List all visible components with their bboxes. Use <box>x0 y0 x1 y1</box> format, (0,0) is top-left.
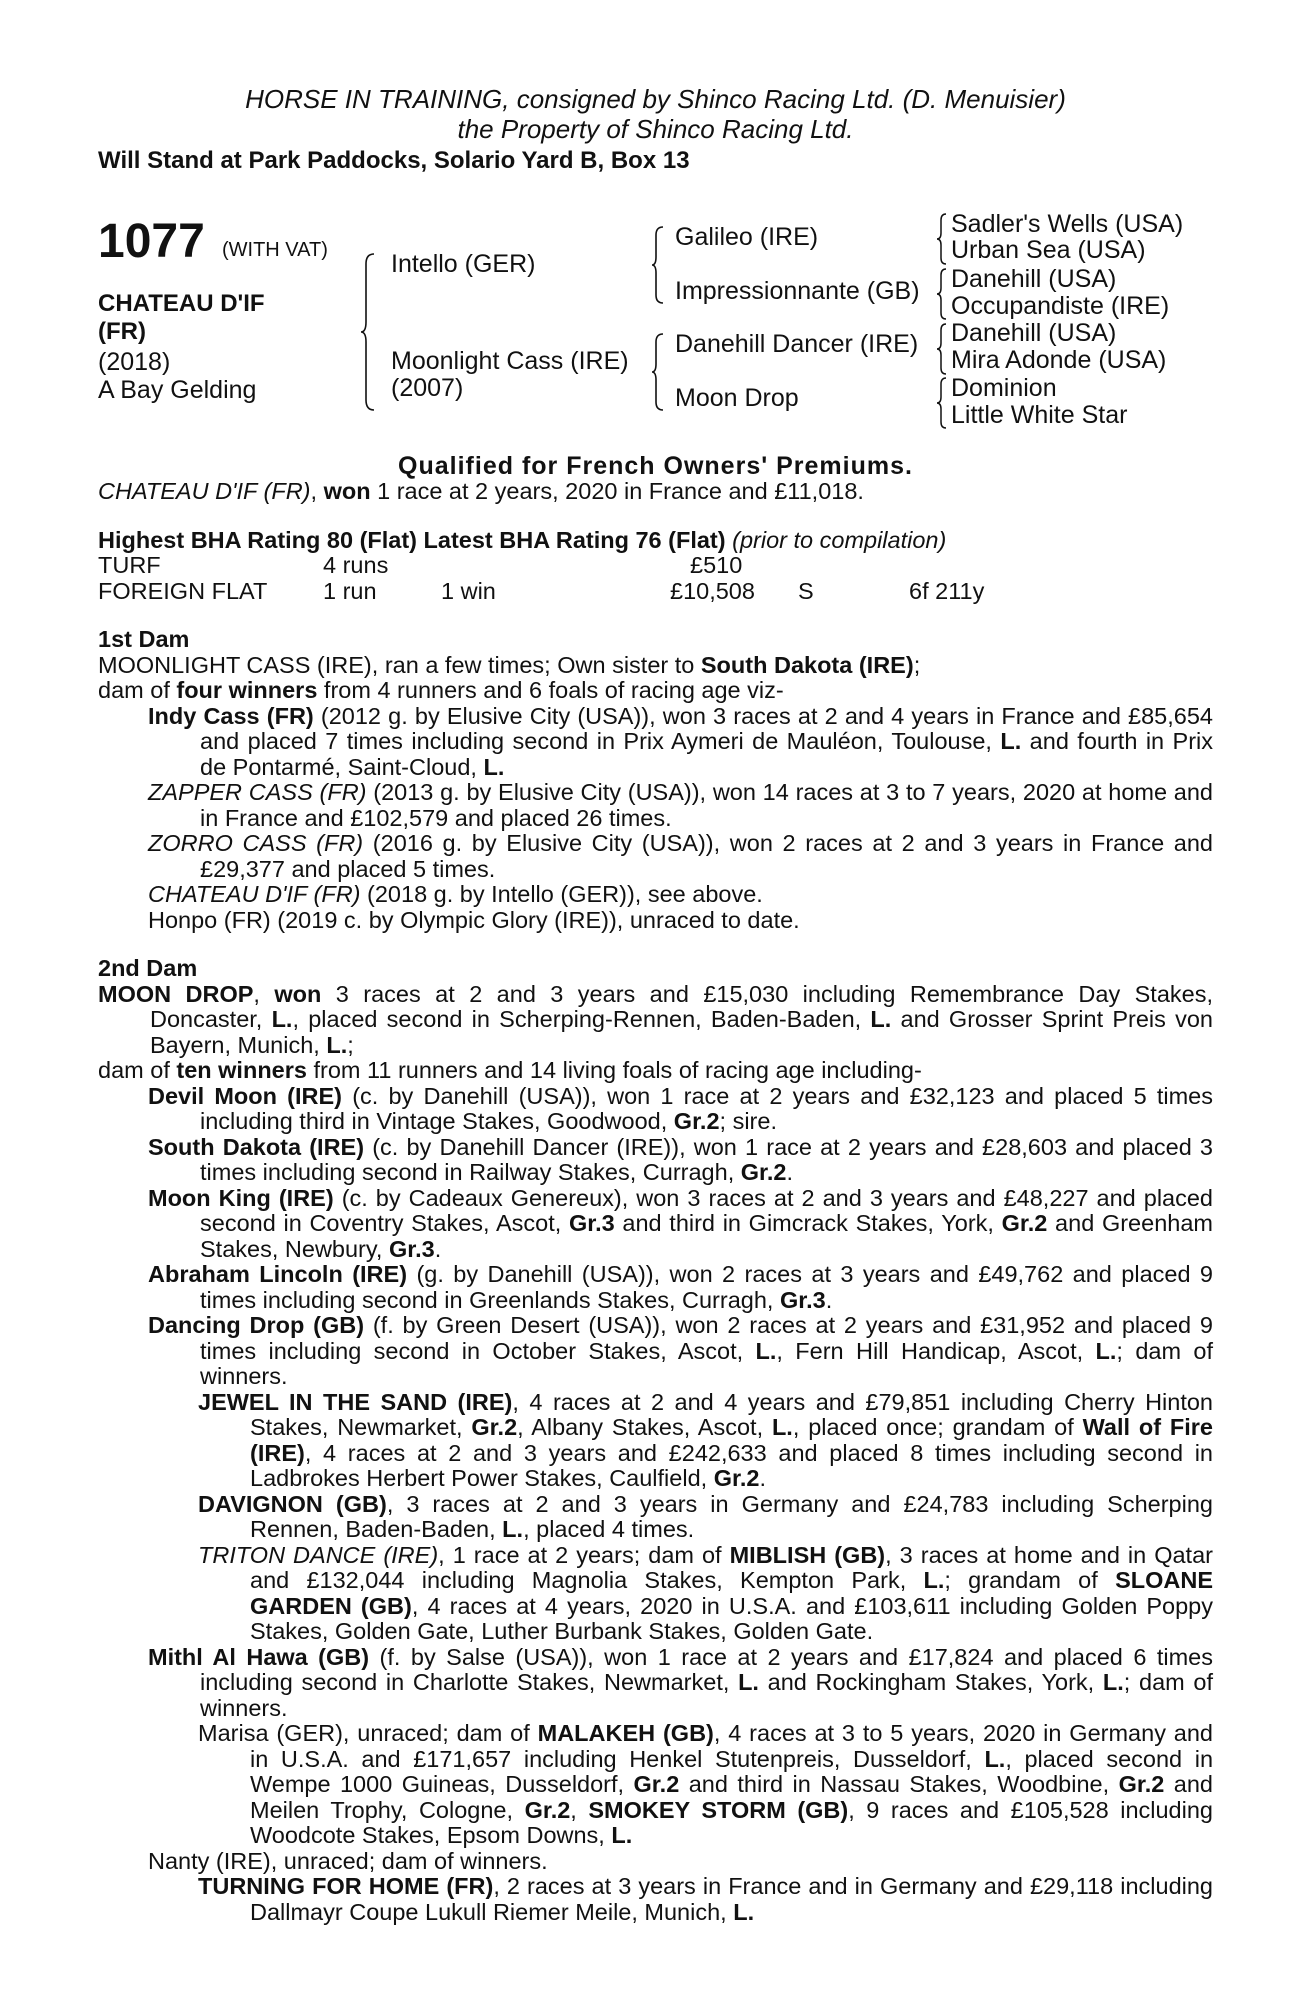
produce-entry: Honpo (FR) (2019 c. by Olympic Glory (IRE)), unraced to date. <box>148 906 800 933</box>
sire-sire: Galileo (IRE) <box>675 223 819 251</box>
grandsire-6: Mira Adonde (USA) <box>951 346 1167 374</box>
produce-entry: TRITON DANCE (IRE), 1 race at 2 years; dam of MIBLISH (GB), 3 races at home and in Qatar and £132,044 including Magnolia Stakes, Kempton Park, L.; grandam of SLOANE GARDEN (GB), 4 races at 4 years, 2020 in U.S.A. and £103,611 including Golden Poppy Stakes, Golden Gate, Luther Burbank Stakes, Golden Gate. <box>198 1541 1213 1644</box>
pedigree-block <box>98 212 1213 447</box>
pedigree-brace-4 <box>936 212 948 266</box>
consignor-line: HORSE IN TRAINING, consigned by Shinco Racing Ltd. (D. Menuisier) <box>245 84 1066 114</box>
grandsire-2: Urban Sea (USA) <box>951 236 1146 264</box>
sire: Intello (GER) <box>391 250 536 278</box>
bha-ratings: Highest BHA Rating 80 (Flat) Latest BHA Rating 76 (Flat) <box>98 526 726 553</box>
produce-entry: Indy Cass (FR) (2012 g. by Elusive City (USA)), won 3 races at 2 and 4 years in France and £85,654 and placed 7 times including second in Prix Aymeri de Mauléon, Toulouse, L. and fourth in Prix de Pontarmé, Saint-Cloud, L. <box>148 702 1213 780</box>
ratings-note: (prior to compilation) <box>732 526 947 553</box>
grandsire-1: Sadler's Wells (USA) <box>951 210 1184 238</box>
stand-location: Will Stand at Park Paddocks, Solario Yard B, Box 13 <box>98 147 690 174</box>
produce-entry: DAVIGNON (GB), 3 races at 2 and 3 years in Germany and £24,783 including Scherping Rennen, Baden-Baden, L., placed 4 times. <box>198 1490 1213 1542</box>
ratings-section <box>98 528 1213 605</box>
premiums-note: Qualified for French Owners' Premiums. <box>398 452 913 480</box>
horse-name <box>98 290 338 346</box>
produce-entry: South Dakota (IRE) (c. by Danehill Dancer (IRE)), won 1 race at 2 years and £28,603 and placed 3 times including second in Railway Stakes, Curragh, Gr.2. <box>148 1133 1213 1185</box>
record-row: TURF 4 runs £510 <box>98 552 743 578</box>
produce-entry: CHATEAU D'IF (FR) (2018 g. by Intello (GER)), see above. <box>148 881 763 907</box>
grandsire-5: Danehill (USA) <box>951 319 1117 347</box>
record-row: FOREIGN FLAT 1 run 1 win £10,508 S 6f 211y <box>98 577 985 604</box>
second-dam-section: 2nd Dam MOON DROP, won 3 races at 2 and 3 years and £15,030 including Remembrance Day Stakes, Doncaster, L., placed second in Scherping-Rennen, Baden-Baden, L. and Grosser Sprint Preis von Bayern, Munich, L.; dam of ten winners from 11 runners and 14 living foals of racing age including- Devil Moon (IRE) (c. by Danehill (USA)), won 1 race at 2 years and £32,123 and placed 5 times including third in Vintage Stakes, Goodwood, Gr.2; sire. South Dakota (IRE) (c. by Danehill Dancer (IRE)), won 1 race at 2 years and £28,603 and placed 3 times including second in Railway Stakes, Curragh, Gr.2. Moon King (IRE) (c. by Cadeaux Genereux), won 3 races at 2 and 3 years and £48,227 and placed second in Coventry Stakes, Ascot, Gr.3 and third in Gimcrack Stakes, York, Gr.2 and Greenham Stakes, Newbury, Gr.3. Abraham Lincoln (IRE) (g. by Danehill (USA)), won 2 races at 3 years and £49,762 and placed 9 times including second in Greenlands Stakes, Curragh, Gr.3. Dancing Drop (GB) (f. by Green Desert (USA)), won 2 races at 2 years and £31,952 and placed 9 times including second in October Stakes, Ascot, L., Fern Hill Handicap, Ascot, L.; dam of winners. JEWEL IN THE SAND (IRE), 4 races at 2 and 4 years and £79,851 including Cherry Hinton Stakes, Newmarket, Gr.2, Albany Stakes, Ascot, L., placed once; grandam of Wall of Fire (IRE), 4 races at 2 and 3 years and £242,633 and placed 8 times including second in Ladbrokes Herbert Power Stakes, Caulfield, Gr.2. DAVIGNON (GB), 3 races at 2 and 3 years in Germany and £24,783 including Scherping Rennen, Baden-Baden, L., placed 4 times. TRITON DANCE (IRE), 1 race at 2 years; dam of MIBLISH (GB), 3 races at home and in Qatar and £132,044 including Magnolia Stakes, Kempton Park, L.; grandam of SLOANE GARDEN (GB), 4 races at 4 years, 2020 in U.S.A. and £103,611 including Golden Poppy Stakes, Golden Gate, Luther Burbank Stakes, Golden Gate. Mithl Al Hawa (GB) (f. by Salse (USA)), won 1 race at 2 years and £17,824 and placed 6 times including second in Charlotte Stakes, Newmarket, L. and Rockingham Stakes, York, L.; dam of winners. Marisa (GER), unraced; dam of MALAKEH (GB), 4 races at 3 to 5 years, 2020 in Germany and in U.S.A. and £171,657 including Henkel Stutenpreis, Dusseldorf, L., placed second in Wempe 1000 Guineas, Dusseldorf, Gr.2 and third in Nassau Stakes, Woodbine, Gr.2 and Meilen Trophy, Cologne, Gr.2, SMOKEY STORM (GB), 9 races and £105,528 including Woodcote Stakes, Epsom Downs, L. Nanty (IRE), unraced; dam of winners. TURNING FOR HOME (FR), 2 races at 3 years in France and in Germany and £29,118 including Dallmayr Coupe Lukull Riemer Meile, Munich, L. <box>98 955 1214 1925</box>
grandsire-7: Dominion <box>951 374 1057 402</box>
produce-entry: TURNING FOR HOME (FR), 2 races at 3 years in France and in Germany and £29,118 including Dallmayr Coupe Lukull Riemer Meile, Munich, L. <box>198 1873 1213 1925</box>
produce-entry: Moon King (IRE) (c. by Cadeaux Genereux), won 3 races at 2 and 3 years and £48,227 and placed second in Coventry Stakes, Ascot, Gr.3 and third in Gimcrack Stakes, York, Gr.2 and Greenham Stakes, Newbury, Gr.3. <box>148 1184 1213 1262</box>
lot-number: 1077 <box>98 215 205 268</box>
produce-entry: JEWEL IN THE SAND (IRE), 4 races at 2 and 4 years and £79,851 including Cherry Hinton Stakes, Newmarket, Gr.2, Albany Stakes, Ascot, L., placed once; grandam of Wall of Fire (IRE), 4 races at 2 and 3 years and £242,633 and placed 8 times including second in Ladbrokes Herbert Power Stakes, Caulfield, Gr.2. <box>198 1388 1213 1491</box>
horse-name-line2: (FR) <box>98 318 146 345</box>
sire-dam: Impressionnante (GB) <box>675 277 920 305</box>
first-dam-section: 1st Dam MOONLIGHT CASS (IRE), ran a few times; Own sister to South Dakota (IRE); dam of four winners from 4 runners and 6 foals of racing age viz- Indy Cass (FR) (2012 g. by Elusive City (USA)), won 3 races at 2 and 4 years in France and £85,654 and placed 7 times including second in Prix Aymeri de Mauléon, Toulouse, L. and fourth in Prix de Pontarmé, Saint-Cloud, L. ZAPPER CASS (FR) (2013 g. by Elusive City (USA)), won 14 races at 3 to 7 years, 2020 at home and in France and £102,579 and placed 26 times. ZORRO CASS (FR) (2016 g. by Elusive City (USA)), won 2 races at 2 and 3 years in France and £29,377 and placed 5 times. CHATEAU D'IF (FR) (2018 g. by Intello (GER)), see above. Honpo (FR) (2019 c. by Olympic Glory (IRE)), unraced to date. <box>98 626 1214 933</box>
produce-entry: Devil Moon (IRE) (c. by Danehill (USA)), won 1 race at 2 years and £32,123 and placed 5 times including third in Vintage Stakes, Goodwood, Gr.2; sire. <box>148 1082 1213 1134</box>
grandsire-4: Occupandiste (IRE) <box>951 292 1170 320</box>
pedigree-brace-7 <box>936 376 948 430</box>
produce-entry: ZORRO CASS (FR) (2016 g. by Elusive City (USA)), won 2 races at 2 and 3 years in France and £29,377 and placed 5 times. <box>148 830 1214 882</box>
produce-entry: Nanty (IRE), unraced; dam of winners. <box>148 1847 548 1874</box>
horse-description: A Bay Gelding <box>98 376 257 404</box>
produce-entry: Marisa (GER), unraced; dam of MALAKEH (GB), 4 races at 3 to 5 years, 2020 in Germany and in U.S.A. and £171,657 including Henkel Stutenpreis, Dusseldorf, L., placed second in Wempe 1000 Guineas, Dusseldorf, Gr.2 and third in Nassau Stakes, Woodbine, Gr.2 and Meilen Trophy, Cologne, Gr.2, SMOKEY STORM (GB), 9 races and £105,528 including Woodcote Stakes, Epsom Downs, L. <box>198 1720 1214 1848</box>
produce-entry: Abraham Lincoln (IRE) (g. by Danehill (USA)), won 2 races at 3 years and £49,762 and placed 9 times including second in Greenlands Stakes, Curragh, Gr.3. <box>148 1261 1213 1313</box>
race-summary: CHATEAU D'IF (FR), won 1 race at 2 years, 2020 in France and £11,018. <box>98 478 864 504</box>
grandsire-3: Danehill (USA) <box>951 265 1117 293</box>
vat-note: (WITH VAT) <box>222 239 328 261</box>
property-line: the Property of Shinco Racing Ltd. <box>457 114 854 144</box>
catalogue-page <box>98 84 1213 1925</box>
pedigree-brace-1 <box>360 252 376 412</box>
produce-entry: Dancing Drop (GB) (f. by Green Desert (USA)), won 2 races at 2 years and £31,952 and placed 9 times including second in October Stakes, Ascot, L., Fern Hill Handicap, Ascot, L.; dam of winners. <box>148 1312 1213 1389</box>
pedigree-brace-3 <box>651 332 665 412</box>
grandsire-8: Little White Star <box>951 401 1128 429</box>
pedigree-brace-5 <box>936 267 948 321</box>
first-dam-heading: 1st Dam <box>98 626 190 652</box>
pedigree-brace-6 <box>936 322 948 376</box>
second-dam-heading: 2nd Dam <box>98 955 198 981</box>
horse-name-line1: CHATEAU D'IF <box>98 290 265 317</box>
pedigree-brace-2 <box>651 225 665 305</box>
produce-entry: Mithl Al Hawa (GB) (f. by Salse (USA)), won 1 race at 2 years and £17,824 and placed 6 times including second in Charlotte Stakes, Newmarket, L. and Rockingham Stakes, York, L.; dam of winners. <box>148 1643 1214 1721</box>
dam: Moonlight Cass (IRE) <box>391 347 629 375</box>
dam-sire: Danehill Dancer (IRE) <box>675 330 919 358</box>
dam-year: (2007) <box>391 374 464 402</box>
dam-dam: Moon Drop <box>675 384 799 412</box>
foaling-year: (2018) <box>98 348 171 376</box>
produce-entry: ZAPPER CASS (FR) (2013 g. by Elusive City (USA)), won 14 races at 3 to 7 years, 2020 at home and in France and £102,579 and placed 26 times. <box>148 779 1213 831</box>
